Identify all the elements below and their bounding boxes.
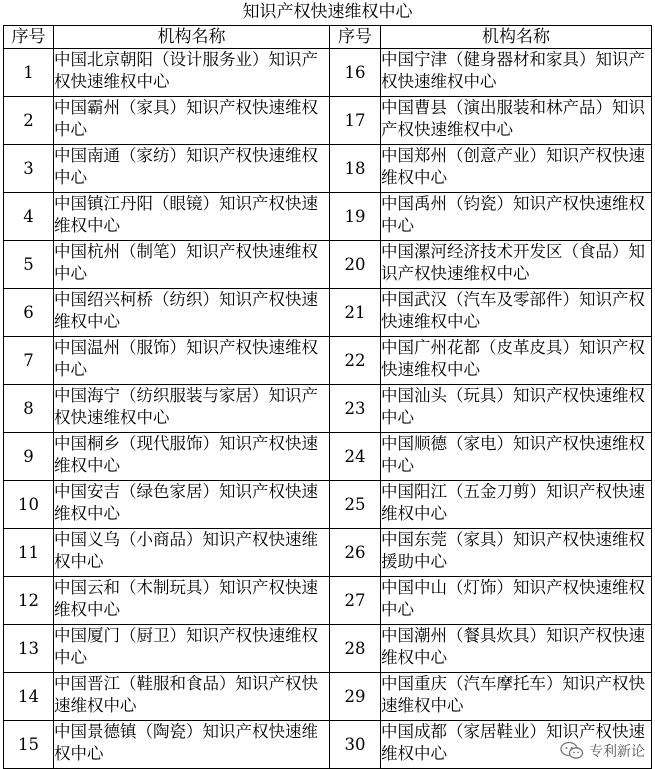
row-index-left: 8 bbox=[4, 385, 54, 433]
row-index-left: 10 bbox=[4, 481, 54, 529]
row-index-right: 21 bbox=[330, 289, 381, 337]
row-index-right: 17 bbox=[330, 97, 381, 145]
center-name-left: 中国义乌（小商品）知识产权快速维权中心 bbox=[54, 529, 330, 577]
center-name-left: 中国晋江（鞋服和食品）知识产权快速维权中心 bbox=[54, 673, 330, 721]
center-name-right: 中国潮州（餐具炊具）知识产权快速维权中心 bbox=[381, 625, 652, 673]
row-index-right: 29 bbox=[330, 673, 381, 721]
header-name-left: 机构名称 bbox=[54, 26, 330, 49]
center-name-left: 中国景德镇（陶瓷）知识产权快速维权中心 bbox=[54, 721, 330, 769]
table-row bbox=[4, 433, 652, 481]
row-index-left: 2 bbox=[4, 97, 54, 145]
watermark bbox=[558, 741, 647, 761]
header-index-left: 序号 bbox=[4, 26, 54, 49]
row-index-left: 5 bbox=[4, 241, 54, 289]
center-name-right: 中国宁津（健身器材和家具）知识产权快速维权中心 bbox=[381, 49, 652, 97]
table-row bbox=[4, 49, 652, 97]
watermark-text: 专利新论 bbox=[589, 744, 645, 760]
center-name-left: 中国绍兴柯桥（纺织）知识产权快速维权中心 bbox=[54, 289, 330, 337]
center-name-left: 中国镇江丹阳（眼镜）知识产权快速维权中心 bbox=[54, 193, 330, 241]
table-row bbox=[4, 481, 652, 529]
center-name-right: 中国广州花都（皮革皮具）知识产权快速维权中心 bbox=[381, 337, 652, 385]
row-index-right: 18 bbox=[330, 145, 381, 193]
center-name-right: 中国重庆（汽车摩托车）知识产权快速维权中心 bbox=[381, 673, 652, 721]
center-name-left: 中国云和（木制玩具）知识产权快速维权中心 bbox=[54, 577, 330, 625]
center-name-right: 中国武汉（汽车及零部件）知识产权快速维权中心 bbox=[381, 289, 652, 337]
center-name-right: 中国顺德（家电）知识产权快速维权中心 bbox=[381, 433, 652, 481]
row-index-right: 30 bbox=[330, 721, 381, 769]
row-index-left: 4 bbox=[4, 193, 54, 241]
row-index-right: 26 bbox=[330, 529, 381, 577]
table-row bbox=[4, 529, 652, 577]
table-row bbox=[4, 241, 652, 289]
header-index-right: 序号 bbox=[330, 26, 381, 49]
center-name-right: 中国郑州（创意产业）知识产权快速维权中心 bbox=[381, 145, 652, 193]
row-index-left: 13 bbox=[4, 625, 54, 673]
center-name-left: 中国北京朝阳（设计服务业）知识产权快速维权中心 bbox=[54, 49, 330, 97]
table-row bbox=[4, 193, 652, 241]
row-index-left: 1 bbox=[4, 49, 54, 97]
row-index-left: 12 bbox=[4, 577, 54, 625]
row-index-right: 16 bbox=[330, 49, 381, 97]
row-index-left: 3 bbox=[4, 145, 54, 193]
row-index-right: 22 bbox=[330, 337, 381, 385]
center-name-right: 中国禹州（钧瓷）知识产权快速维权中心 bbox=[381, 193, 652, 241]
table-row bbox=[4, 385, 652, 433]
center-name-right: 中国阳江（五金刀剪）知识产权快速维权中心 bbox=[381, 481, 652, 529]
centers-table bbox=[3, 25, 652, 769]
row-index-right: 23 bbox=[330, 385, 381, 433]
table-row bbox=[4, 625, 652, 673]
center-name-left: 中国杭州（制笔）知识产权快速维权中心 bbox=[54, 241, 330, 289]
row-index-left: 14 bbox=[4, 673, 54, 721]
row-index-right: 27 bbox=[330, 577, 381, 625]
center-name-right: 中国漯河经济技术开发区（食品）知识产权快速维权中心 bbox=[381, 241, 652, 289]
row-index-right: 28 bbox=[330, 625, 381, 673]
row-index-right: 24 bbox=[330, 433, 381, 481]
row-index-left: 7 bbox=[4, 337, 54, 385]
center-name-right: 中国成都（家居鞋业）知识产权快速维权中心 bbox=[381, 721, 652, 769]
wechat-icon bbox=[560, 741, 584, 761]
center-name-left: 中国温州（服饰）知识产权快速维权中心 bbox=[54, 337, 330, 385]
center-name-right: 中国中山（灯饰）知识产权快速维权中心 bbox=[381, 577, 652, 625]
header-name-right: 机构名称 bbox=[381, 26, 652, 49]
row-index-right: 25 bbox=[330, 481, 381, 529]
row-index-right: 19 bbox=[330, 193, 381, 241]
table-row bbox=[4, 673, 652, 721]
center-name-left: 中国安吉（绿色家居）知识产权快速维权中心 bbox=[54, 481, 330, 529]
center-name-left: 中国南通（家纺）知识产权快速维权中心 bbox=[54, 145, 330, 193]
center-name-right: 中国汕头（玩具）知识产权快速维权中心 bbox=[381, 385, 652, 433]
header-row bbox=[4, 26, 652, 49]
row-index-left: 15 bbox=[4, 721, 54, 769]
center-name-right: 中国东莞（家具）知识产权快速维权援助中心 bbox=[381, 529, 652, 577]
row-index-left: 6 bbox=[4, 289, 54, 337]
center-name-left: 中国霸州（家具）知识产权快速维权中心 bbox=[54, 97, 330, 145]
center-name-left: 中国桐乡（现代服饰）知识产权快速维权中心 bbox=[54, 433, 330, 481]
center-name-left: 中国海宁（纺织服装与家居）知识产权快速维权中心 bbox=[54, 385, 330, 433]
table-row bbox=[4, 721, 652, 769]
table-row bbox=[4, 577, 652, 625]
table-row bbox=[4, 289, 652, 337]
page-title: 知识产权快速维权中心 bbox=[242, 2, 413, 22]
table-row bbox=[4, 97, 652, 145]
center-name-left: 中国厦门（厨卫）知识产权快速维权中心 bbox=[54, 625, 330, 673]
center-name-right: 中国曹县（演出服装和林产品）知识产权快速维权中心 bbox=[381, 97, 652, 145]
row-index-left: 9 bbox=[4, 433, 54, 481]
table-row bbox=[4, 337, 652, 385]
row-index-left: 11 bbox=[4, 529, 54, 577]
row-index-right: 20 bbox=[330, 241, 381, 289]
table-row bbox=[4, 145, 652, 193]
